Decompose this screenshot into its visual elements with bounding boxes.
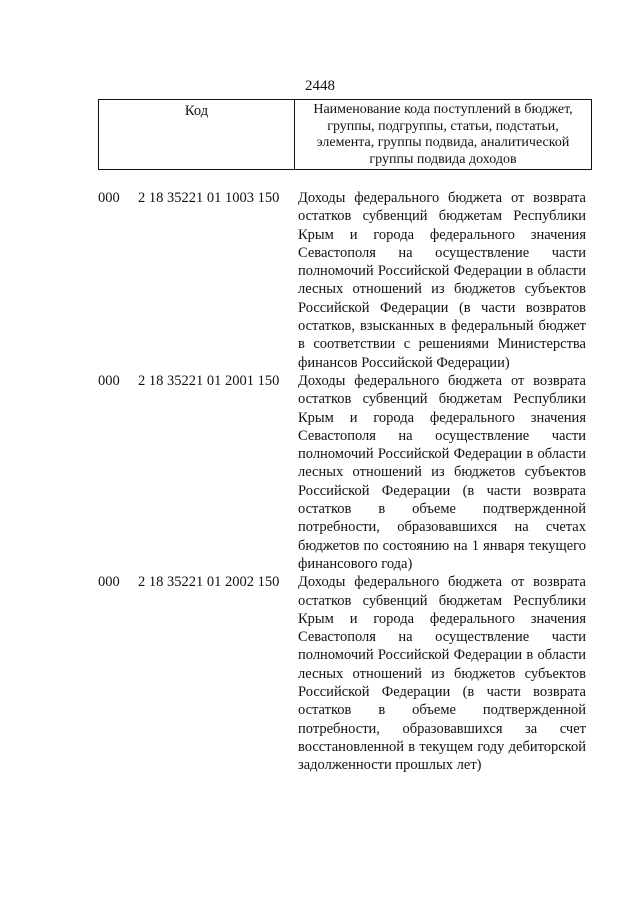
table-row xyxy=(98,573,592,774)
revenue-code: 2 18 35221 01 2002 150 xyxy=(138,574,280,591)
revenue-description: Доходы федерального бюджета от возврата остатков субвенций бюджетам Республики Крым и города федерального значения Севастополя на осуществление части полномочий Российской Федерации в области лесных отношений из бюджетов субъектов Российской Федерации (в части возвратов остатков, взысканных в федеральный бюджет в соответствии с решениями Министерства финансов Российской Федерации) xyxy=(298,190,586,371)
revenue-description: Доходы федерального бюджета от возврата остатков субвенций бюджетам Республики Крым и города федерального значения Севастополя на осуществление части полномочий Российской Федерации в области лесных отношений из бюджетов субъектов Российской Федерации (в части возврата остатков в объеме подтвержденной потребности, образовавшихся на счетах бюджетов по состоянию на 1 января текущего финансового года) xyxy=(298,372,586,572)
table-row xyxy=(98,189,592,372)
table-row xyxy=(98,372,592,573)
revenue-code: 2 18 35221 01 1003 150 xyxy=(138,190,280,206)
revenue-code: 2 18 35221 01 2001 150 xyxy=(138,372,280,389)
admin-code: 000 xyxy=(98,190,120,206)
header-code-column: Код xyxy=(99,100,295,169)
admin-code: 000 xyxy=(98,372,120,389)
admin-code: 000 xyxy=(98,574,120,591)
revenue-description: Доходы федерального бюджета от возврата остатков субвенций бюджетам Республики Крым и города федерального значения Севастополя на осуществление части полномочий Российской Федерации в области лесных отношений из бюджетов субъектов Российской Федерации (в части возврата остатков в объеме подтвержденной потребности, образовавшихся за счет восстановленной в текущем году дебиторской задолженности прошлых лет) xyxy=(298,574,586,774)
page-number: 2448 xyxy=(305,78,335,94)
table-header xyxy=(98,99,592,170)
table-body xyxy=(98,189,592,775)
header-name-column: Наименование кода поступлений в бюджет, группы, подгруппы, статьи, подстатьи, элемента, группы подвида, аналитической группы подвида доходов xyxy=(313,102,573,167)
